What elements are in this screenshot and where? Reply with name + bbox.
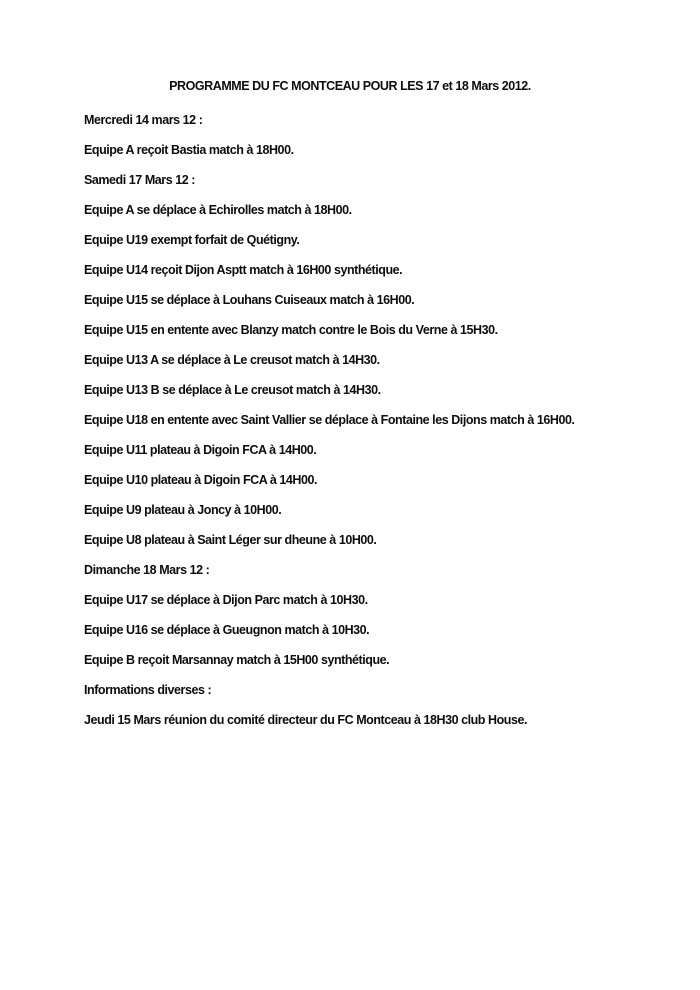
document-body — [84, 114, 640, 727]
schedule-entry: Equipe U15 se déplace à Louhans Cuiseaux match à 16H00. — [84, 293, 415, 307]
schedule-day-heading: Dimanche 18 Mars 12 : — [84, 563, 210, 577]
schedule-entry: Equipe A se déplace à Echirolles match à 18H00. — [84, 203, 352, 217]
schedule-entry: Equipe U15 en entente avec Blanzy match contre le Bois du Verne à 15H30. — [84, 323, 498, 337]
schedule-entry: Equipe U11 plateau à Digoin FCA à 14H00. — [84, 443, 317, 457]
document-title: PROGRAMME DU FC MONTCEAU POUR LES 17 et 18 Mars 2012. — [169, 79, 531, 93]
schedule-entry: Equipe U10 plateau à Digoin FCA à 14H00. — [84, 473, 317, 487]
schedule-entry: Equipe U17 se déplace à Dijon Parc match à 10H30. — [84, 593, 368, 607]
schedule-entry: Equipe U14 reçoit Dijon Asptt match à 16H00 synthétique. — [84, 263, 403, 277]
schedule-entry: Equipe A reçoit Bastia match à 18H00. — [84, 143, 294, 157]
schedule-day-heading: Mercredi 14 mars 12 : — [84, 113, 203, 127]
schedule-day-heading: Samedi 17 Mars 12 : — [84, 173, 195, 187]
section-heading: Informations diverses : — [84, 683, 212, 697]
schedule-entry: Equipe U19 exempt forfait de Quétigny. — [84, 233, 300, 247]
schedule-entry: Equipe U18 en entente avec Saint Vallier se déplace à Fontaine les Dijons match à 16H00. — [84, 413, 575, 427]
schedule-entry: Equipe U9 plateau à Joncy à 10H00. — [84, 503, 282, 517]
schedule-entry: Equipe U8 plateau à Saint Léger sur dheune à 10H00. — [84, 533, 377, 547]
schedule-entry: Equipe U16 se déplace à Gueugnon match à 10H30. — [84, 623, 370, 637]
schedule-entry: Jeudi 15 Mars réunion du comité directeur du FC Montceau à 18H30 club House. — [84, 713, 527, 727]
schedule-entry: Equipe U13 B se déplace à Le creusot match à 14H30. — [84, 383, 381, 397]
schedule-entry: Equipe B reçoit Marsannay match à 15H00 synthétique. — [84, 653, 390, 667]
schedule-entry: Equipe U13 A se déplace à Le creusot match à 14H30. — [84, 353, 380, 367]
